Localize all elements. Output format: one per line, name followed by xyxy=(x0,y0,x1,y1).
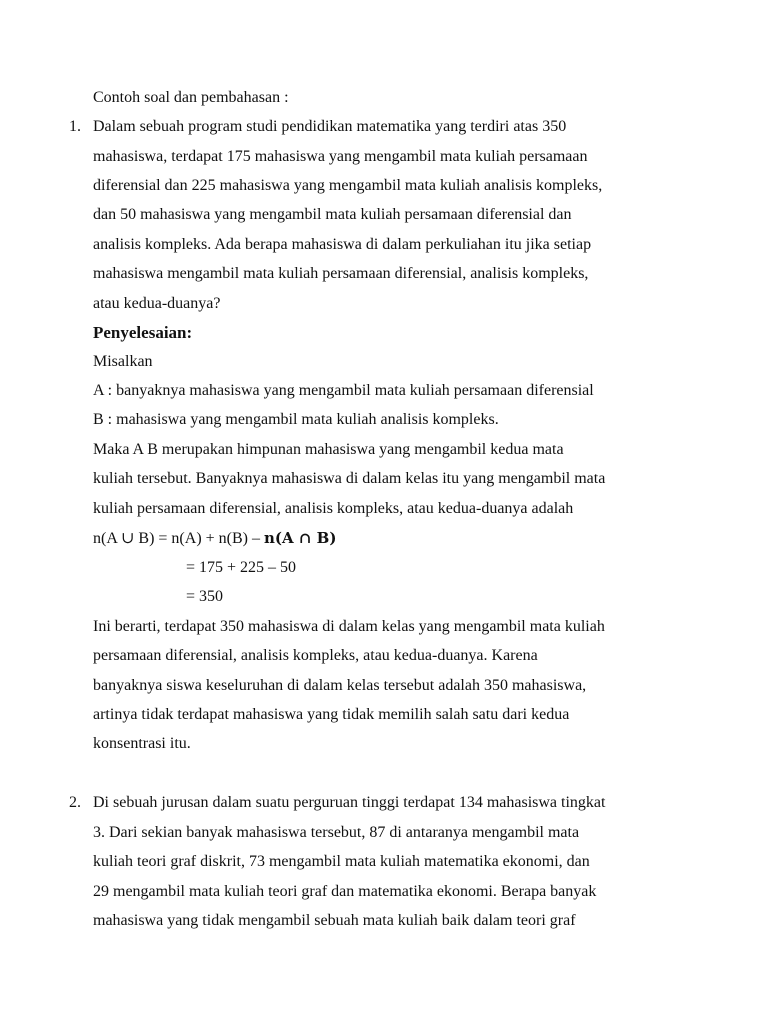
formula-intersection: n(A ∩ B) xyxy=(264,529,337,547)
solution-line: A : banyaknya mahasiswa yang mengambil mata kuliah persamaan diferensial xyxy=(93,382,594,399)
question-1-line: mahasiswa mengambil mata kuliah persamaan diferensial, analisis kompleks, xyxy=(93,265,589,282)
question-2-number: 2. xyxy=(69,794,81,811)
formula-main: n(A ∪ B) = n(A) + n(B) – xyxy=(93,530,264,547)
question-1-line: dan 50 mahasiswa yang mengambil mata kuliah persamaan diferensial dan xyxy=(93,206,572,223)
formula-line xyxy=(93,528,336,549)
solution-line: B : mahasiswa yang mengambil mata kuliah analisis kompleks. xyxy=(93,411,499,428)
question-1-line: Dalam sebuah program studi pendidikan matematika yang terdiri atas 350 xyxy=(93,118,567,135)
conclusion-line: Ini berarti, terdapat 350 mahasiswa di dalam kelas yang mengambil mata kuliah xyxy=(93,618,605,635)
solution-line: kuliah tersebut. Banyaknya mahasiswa di dalam kelas itu yang mengambil mata xyxy=(93,470,606,487)
question-2-line: kuliah teori graf diskrit, 73 mengambil mata kuliah matematika ekonomi, dan xyxy=(93,853,590,870)
solution-line: Maka A B merupakan himpunan mahasiswa yang mengambil kedua mata xyxy=(93,441,564,458)
conclusion-line: artinya tidak terdapat mahasiswa yang tidak memilih salah satu dari kedua xyxy=(93,706,570,723)
solution-line: kuliah persamaan diferensial, analisis kompleks, atau kedua-duanya adalah xyxy=(93,500,574,517)
question-1-line: diferensial dan 225 mahasiswa yang mengambil mata kuliah analisis kompleks, xyxy=(93,177,603,194)
question-1-line: atau kedua-duanya? xyxy=(93,295,221,312)
question-1-line: mahasiswa, terdapat 175 mahasiswa yang mengambil mata kuliah persamaan xyxy=(93,148,588,165)
question-2-line: Di sebuah jurusan dalam suatu perguruan tinggi terdapat 134 mahasiswa tingkat xyxy=(93,794,606,811)
question-2-line: 29 mengambil mata kuliah teori graf dan matematika ekonomi. Berapa banyak xyxy=(93,883,597,900)
question-2-line: mahasiswa yang tidak mengambil sebuah mata kuliah baik dalam teori graf xyxy=(93,912,576,929)
solution-line: Misalkan xyxy=(93,353,153,370)
conclusion-line: banyaknya siswa keseluruhan di dalam kelas tersebut adalah 350 mahasiswa, xyxy=(93,677,587,694)
conclusion-line: konsentrasi itu. xyxy=(93,735,191,752)
question-2-line: 3. Dari sekian banyak mahasiswa tersebut, 87 di antaranya mengambil mata xyxy=(93,824,580,841)
intro-line: Contoh soal dan pembahasan : xyxy=(93,89,289,106)
question-1-number: 1. xyxy=(69,118,81,135)
formula-step-1: = 175 + 225 – 50 xyxy=(186,559,297,576)
formula-step-2: = 350 xyxy=(186,588,224,605)
solution-heading: Penyelesaian: xyxy=(93,323,193,342)
question-1-line: analisis kompleks. Ada berapa mahasiswa di dalam perkuliahan itu jika setiap xyxy=(93,236,592,253)
conclusion-line: persamaan diferensial, analisis kompleks, atau kedua-duanya. Karena xyxy=(93,647,538,664)
